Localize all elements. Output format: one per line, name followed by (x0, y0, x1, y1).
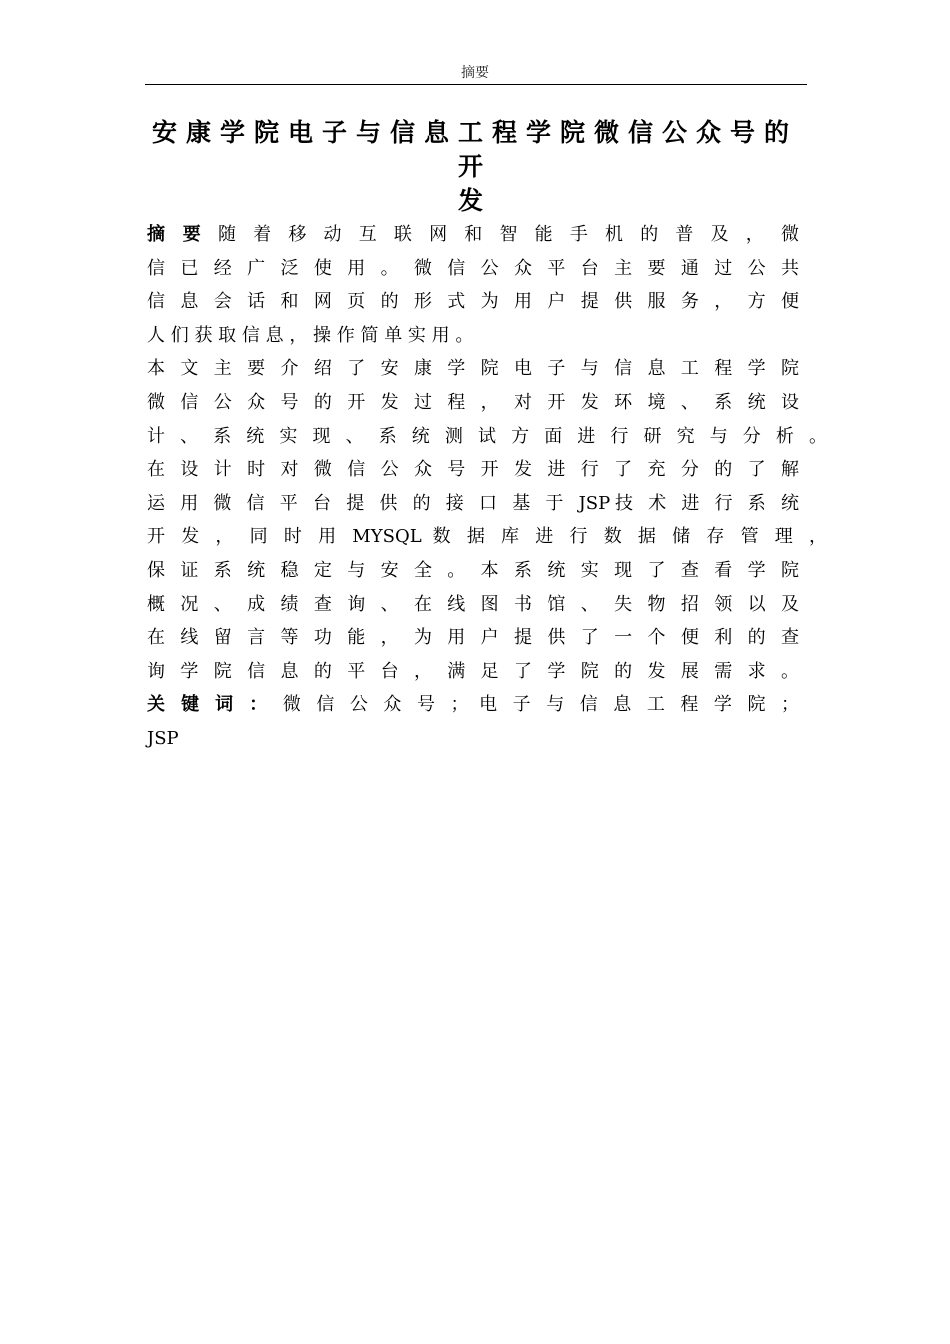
abstract-body (147, 218, 827, 756)
abstract-line: 信 已 经 广 泛 使 用 。 微 信 公 众 平 台 主 要 通 过 公 共 (147, 257, 799, 279)
abstract-line (147, 218, 799, 252)
abstract-line: 人 们 获 取 信 息 ， 操 作 简 单 实 用 。 (147, 324, 474, 346)
keywords-line (147, 688, 799, 722)
abstract-line-text: 随 着 移 动 互 联 网 和 智 能 手 机 的 普 及 ， 微 (217, 224, 799, 245)
abstract-line: 开 发 ， 同 时 用 MYSQL 数 据 库 进 行 数 据 储 存 管 理 ， (147, 526, 827, 548)
abstract-line: 信 息 会 话 和 网 页 的 形 式 为 用 户 提 供 服 务 ， 方 便 (147, 291, 799, 313)
keywords-line-2: JSP (147, 727, 179, 749)
abstract-line: 运 用 微 信 平 台 提 供 的 接 口 基 于 JSP技 术 进 行 系 统 (147, 492, 799, 514)
abstract-line: 计 、 系 统 实 现 、 系 统 测 试 方 面 进 行 研 究 与 分 析 。 (147, 425, 827, 447)
header-rule (145, 84, 807, 85)
abstract-line: 保 证 系 统 稳 定 与 安 全 。 本 系 统 实 现 了 查 看 学 院 (147, 559, 799, 581)
abstract-line: 本 文 主 要 介 绍 了 安 康 学 院 电 子 与 信 息 工 程 学 院 (147, 358, 799, 380)
title-line-2: 发 (457, 186, 492, 215)
abstract-label: 摘 要 (147, 224, 207, 245)
abstract-line: 在 设 计 时 对 微 信 公 众 号 开 发 进 行 了 充 分 的 了 解 (147, 459, 799, 481)
abstract-line: 概 况 、 成 绩 查 询 、 在 线 图 书 馆 、 失 物 招 领 以 及 (147, 593, 799, 615)
abstract-line: 微 信 公 众 号 的 开 发 过 程 ， 对 开 发 环 境 、 系 统 设 (147, 391, 799, 413)
abstract-line: 在 线 留 言 等 功 能 ， 为 用 户 提 供 了 一 个 便 利 的 查 (147, 627, 799, 649)
title-line-1: 安康学院电子与信息工程学院微信公众号的开 (151, 118, 798, 181)
abstract-line: 询 学 院 信 息 的 平 台 ， 满 足 了 学 院 的 发 展 需 求 。 (147, 660, 799, 682)
page-header: 摘要 (461, 65, 489, 81)
keywords-text: 微 信 公 众 号 ； 电 子 与 信 息 工 程 学 院 ； (282, 694, 799, 716)
keywords-label: 关 键 词 ： (147, 694, 273, 716)
document-title (145, 116, 805, 218)
